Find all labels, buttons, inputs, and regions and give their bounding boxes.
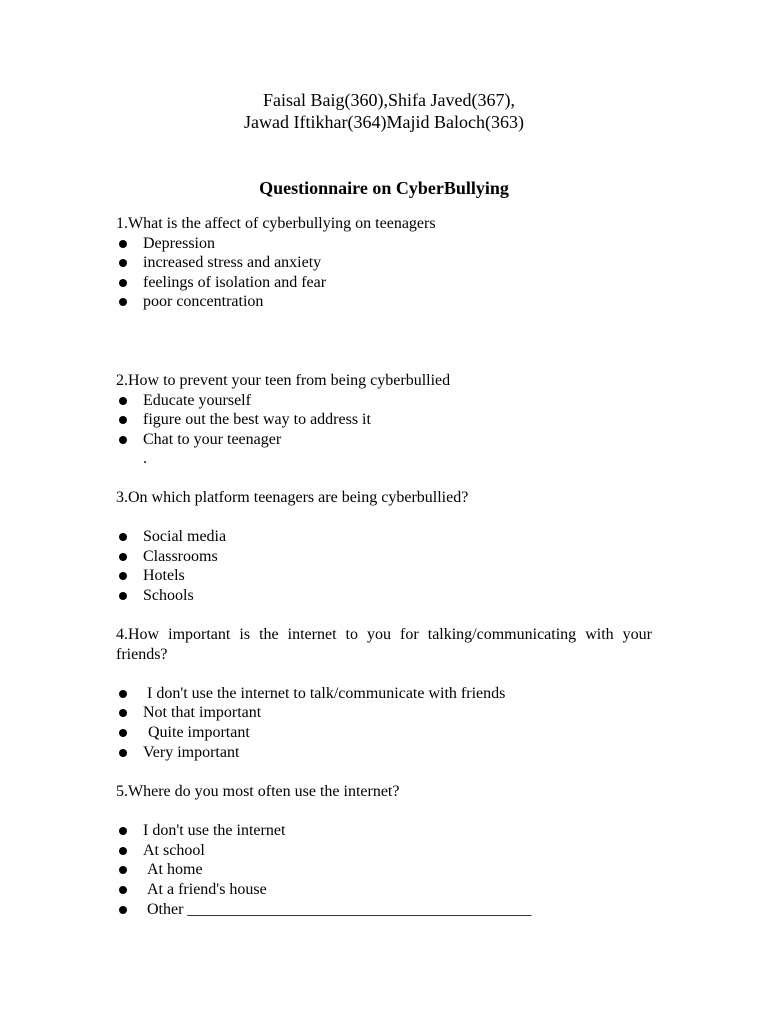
option-list (116, 684, 652, 762)
option-item: At a friend's house (116, 880, 652, 900)
question-3 (116, 488, 652, 606)
option-item: At home (116, 860, 652, 880)
question-text: 1.What is the affect of cyberbullying on teenagers (116, 215, 436, 232)
option-item: Social media (116, 527, 652, 547)
option-item: Classrooms (116, 547, 652, 567)
option-item: Chat to your teenager (116, 430, 652, 450)
question-2 (116, 371, 652, 469)
option-item: poor concentration (116, 292, 652, 312)
author-line-2: Jawad Iftikhar(364)Majid Baloch(363) (244, 112, 524, 132)
option-item: Schools (116, 586, 652, 606)
option-list (116, 391, 652, 450)
option-item: I don't use the internet (116, 821, 652, 841)
option-item: increased stress and anxiety (116, 253, 652, 273)
question-text: 2.How to prevent your teen from being cyberbullied (116, 372, 451, 389)
trailing-period: . (143, 450, 147, 468)
option-item: feelings of isolation and fear (116, 273, 652, 293)
author-line-1: Faisal Baig(360),Shifa Javed(367), (263, 90, 515, 110)
question-1 (116, 214, 652, 312)
option-list (116, 821, 652, 919)
question-5 (116, 782, 652, 919)
option-item: Hotels (116, 566, 652, 586)
option-list (116, 527, 652, 605)
option-item: Not that important (116, 703, 652, 723)
option-item: figure out the best way to address it (116, 410, 652, 430)
question-text: 5.Where do you most often use the internet? (116, 783, 400, 800)
document-title: Questionnaire on CyberBullying (259, 178, 509, 198)
author-list (0, 89, 768, 133)
option-item: I don't use the internet to talk/communicate with friends (116, 684, 652, 704)
question-text: 3.On which platform teenagers are being cyberbullied? (116, 489, 469, 506)
option-list (116, 234, 652, 312)
option-item: Depression (116, 234, 652, 254)
option-item: Very important (116, 743, 652, 763)
question-text: 4.How important is the internet to you for talking/communicating with your friends? (116, 626, 652, 663)
option-item: Educate yourself (116, 391, 652, 411)
question-4 (116, 625, 652, 762)
option-item: At school (116, 841, 652, 861)
option-item: Quite important (116, 723, 652, 743)
option-item-other: Other ___________________________________________ (116, 900, 652, 920)
